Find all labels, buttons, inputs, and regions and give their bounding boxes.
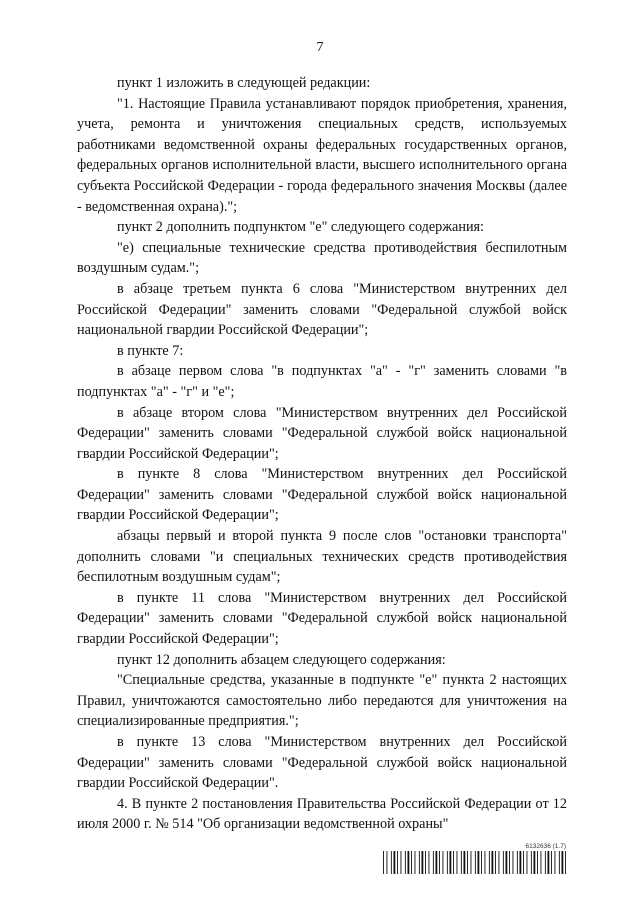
barcode-icon	[383, 851, 568, 874]
paragraph: в пункте 13 слова "Министерством внутренних дел Российской Федерации" заменить словами "Федеральной службой войск национальной гвардии Российской Федерации".	[77, 734, 567, 792]
paragraph: в абзаце первом слова "в подпунктах "а" - "г" заменить словами "в подпунктах "а" - "г" и "е";	[77, 363, 567, 400]
paragraph: в абзаце третьем пункта 6 слова "Министерством внутренних дел Российской Федерации" заменить словами "Федеральной службой войск национальной гвардии Российской Федерации";	[77, 280, 567, 339]
paragraph: "1. Настоящие Правила устанавливают порядок приобретения, хранения, учета, ремонта и уничтожения специальных средств, используемых работниками ведомственной охраны федеральных государственных органов, федеральных органов исполнительной власти, высшего исполнительного органа субъекта Российской Федерации - города федерального значения Москвы (далее - ведомственная охрана).";	[77, 95, 567, 215]
paragraph: 4. В пункте 2 постановления Правительства Российской Федерации от 12 июля 2000 г. № 514 "Об организации ведомственной охраны"	[77, 795, 567, 833]
paragraph: в абзаце втором слова "Министерством внутренних дел Российской Федерации" заменить словами "Федеральной службой войск национальной гвардии Российской Федерации";	[77, 404, 567, 462]
barcode-block	[383, 843, 568, 875]
paragraph: в пункте 11 слова "Министерством внутренних дел Российской Федерации" заменить словами "Федеральной службой войск национальной гвардии Российской Федерации";	[77, 589, 567, 648]
paragraph: "е) специальные технические средства противодействия беспилотным воздушным судам.";	[77, 239, 567, 277]
page-number: 7	[316, 40, 324, 55]
paragraph: пункт 12 дополнить абзацем следующего содержания:	[117, 651, 446, 668]
document-body	[77, 73, 567, 835]
paragraph: пункт 1 изложить в следующей редакции:	[117, 75, 371, 91]
paragraph: в пункте 8 слова "Министерством внутренних дел Российской Федерации" заменить словами "Федеральной службой войск национальной гвардии Российской Федерации";	[77, 466, 567, 524]
paragraph: абзацы первый и второй пункта 9 после слов "остановки транспорта" дополнить словами "и специальных технических средств противодействия беспилотным воздушным судам";	[77, 528, 567, 586]
paragraph: в пункте 7:	[117, 342, 184, 359]
paragraph: "Специальные средства, указанные в подпункте "е" пункта 2 настоящих Правил, уничтожаются самостоятельно либо передаются для уничтожения на специализированные предприятия.";	[77, 672, 567, 730]
barcode-code: 6132636 (1.7)	[525, 843, 566, 850]
paragraph: пункт 2 дополнить подпунктом "е" следующего содержания:	[117, 219, 485, 236]
